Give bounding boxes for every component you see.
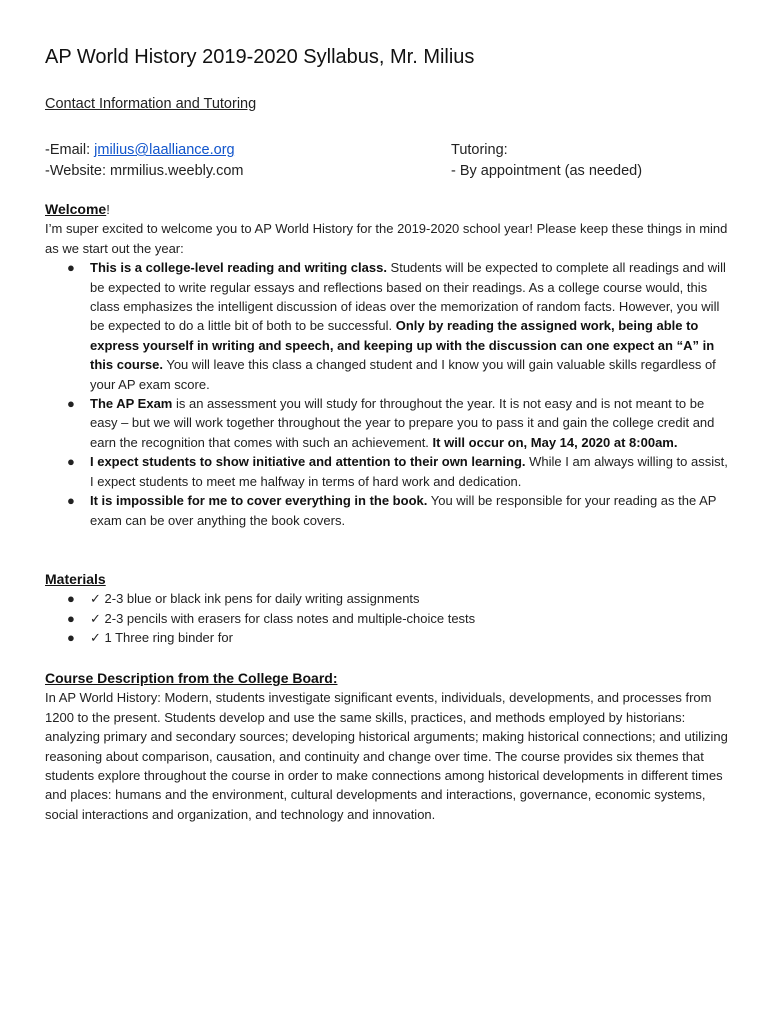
item-bold: The AP Exam [90,396,173,412]
email-label: -Email: [45,142,95,158]
website-line: -Website: mrmilius.weebly.com [45,163,244,179]
bullet-icon: ● [67,396,75,412]
bullet-icon: ● [67,454,75,470]
welcome-intro: I’m super excited to welcome you to AP World History for the 2019-2020 school year! Please keep these things in mind as we start out the year: [45,221,728,256]
item-text: is an assessment you will study for throughout the year. It is not easy and is not meant to be easy – but we will work together throughout the year to prepare you to pass it and gain the college credit and earn the recognition that comes with such an achievement. [90,396,715,450]
welcome-heading [45,200,730,219]
course-heading: Course Description from the College Board: [45,670,338,686]
material-text: ✓ 2-3 pencils with erasers for class notes and multiple-choice tests [90,610,476,626]
item-bold: It is impossible for me to cover everything in the book. [90,493,428,509]
course-section [45,669,730,824]
bullet-icon: ● [67,493,75,509]
list-item [45,628,730,647]
list-item [45,394,730,452]
list-item [45,491,730,530]
page-title: AP World History 2019-2020 Syllabus, Mr. Milius [45,46,475,68]
item-text: You will be responsible for your reading as the AP exam can be over anything the book covers. [90,493,717,528]
email-link[interactable]: jmilius@laalliance.org [94,142,235,158]
material-text: ✓ 2-3 blue or black ink pens for daily writing assignments [90,591,420,607]
materials-heading: Materials [45,571,106,587]
materials-list [45,589,730,647]
item-text: You will leave this class a changed student and I know you will gain valuable skills regardless of your AP exam score. [90,357,716,392]
materials-section [45,570,730,648]
tutoring-details [451,140,642,182]
contact-details [45,140,243,182]
contact-heading: Contact Information and Tutoring [45,96,257,112]
list-item [45,452,730,491]
bullet-icon: ● [67,260,75,276]
item-bold: It will occur on, May 14, 2020 at 8:00am. [432,434,678,450]
material-text: ✓ 1 Three ring binder for [90,630,233,646]
list-item [45,609,730,628]
item-text: Students will be expected to complete all readings and will be expected to write regular essays and reflections based on their readings. As a college course would, this class emphasizes the intelligent discussion of ideas over the memorization of random facts. However, you will be expected to do a little bit of both to be successful. [90,260,726,334]
list-item [45,589,730,608]
item-text: While I am always willing to assist, I expect students to meet me halfway in terms of hard work and dedication. [90,454,728,489]
welcome-heading-suffix: ! [106,202,110,217]
bullet-icon: ● [67,591,75,607]
bullet-icon: ● [67,610,75,626]
item-bold: Only by reading the assigned work, being able to express yourself in writing and speech, and keeping up with the discussion can one expect an “A” in this course. [90,318,715,373]
welcome-heading-text: Welcome [45,201,107,217]
item-bold: This is a college-level reading and writing class. [90,260,387,276]
welcome-section [45,200,730,530]
list-item [45,258,730,394]
tutoring-value: - By appointment (as needed) [451,163,643,179]
email-line [45,140,243,161]
item-bold: I expect students to show initiative and attention to their own learning. [90,454,526,470]
tutoring-label: Tutoring: [451,142,508,158]
bullet-icon: ● [67,630,75,646]
welcome-list [45,258,730,530]
course-text: In AP World History: Modern, students investigate significant events, individuals, developments, and processes from 1200 to the present. Students develop and use the same skills, practices, and methods employed by historians: analyzing primary and secondary sources; developing historical arguments; making historical connections; and utilizing reasoning about comparison, causation, and continuity and change over time. The course provides six themes that students explore throughout the course in order to make connections among historical developments in different times and places: humans and the environment, cultural developments and interactions, governance, economic systems, social interactions and organization, and technology and innovation. [45,690,728,822]
